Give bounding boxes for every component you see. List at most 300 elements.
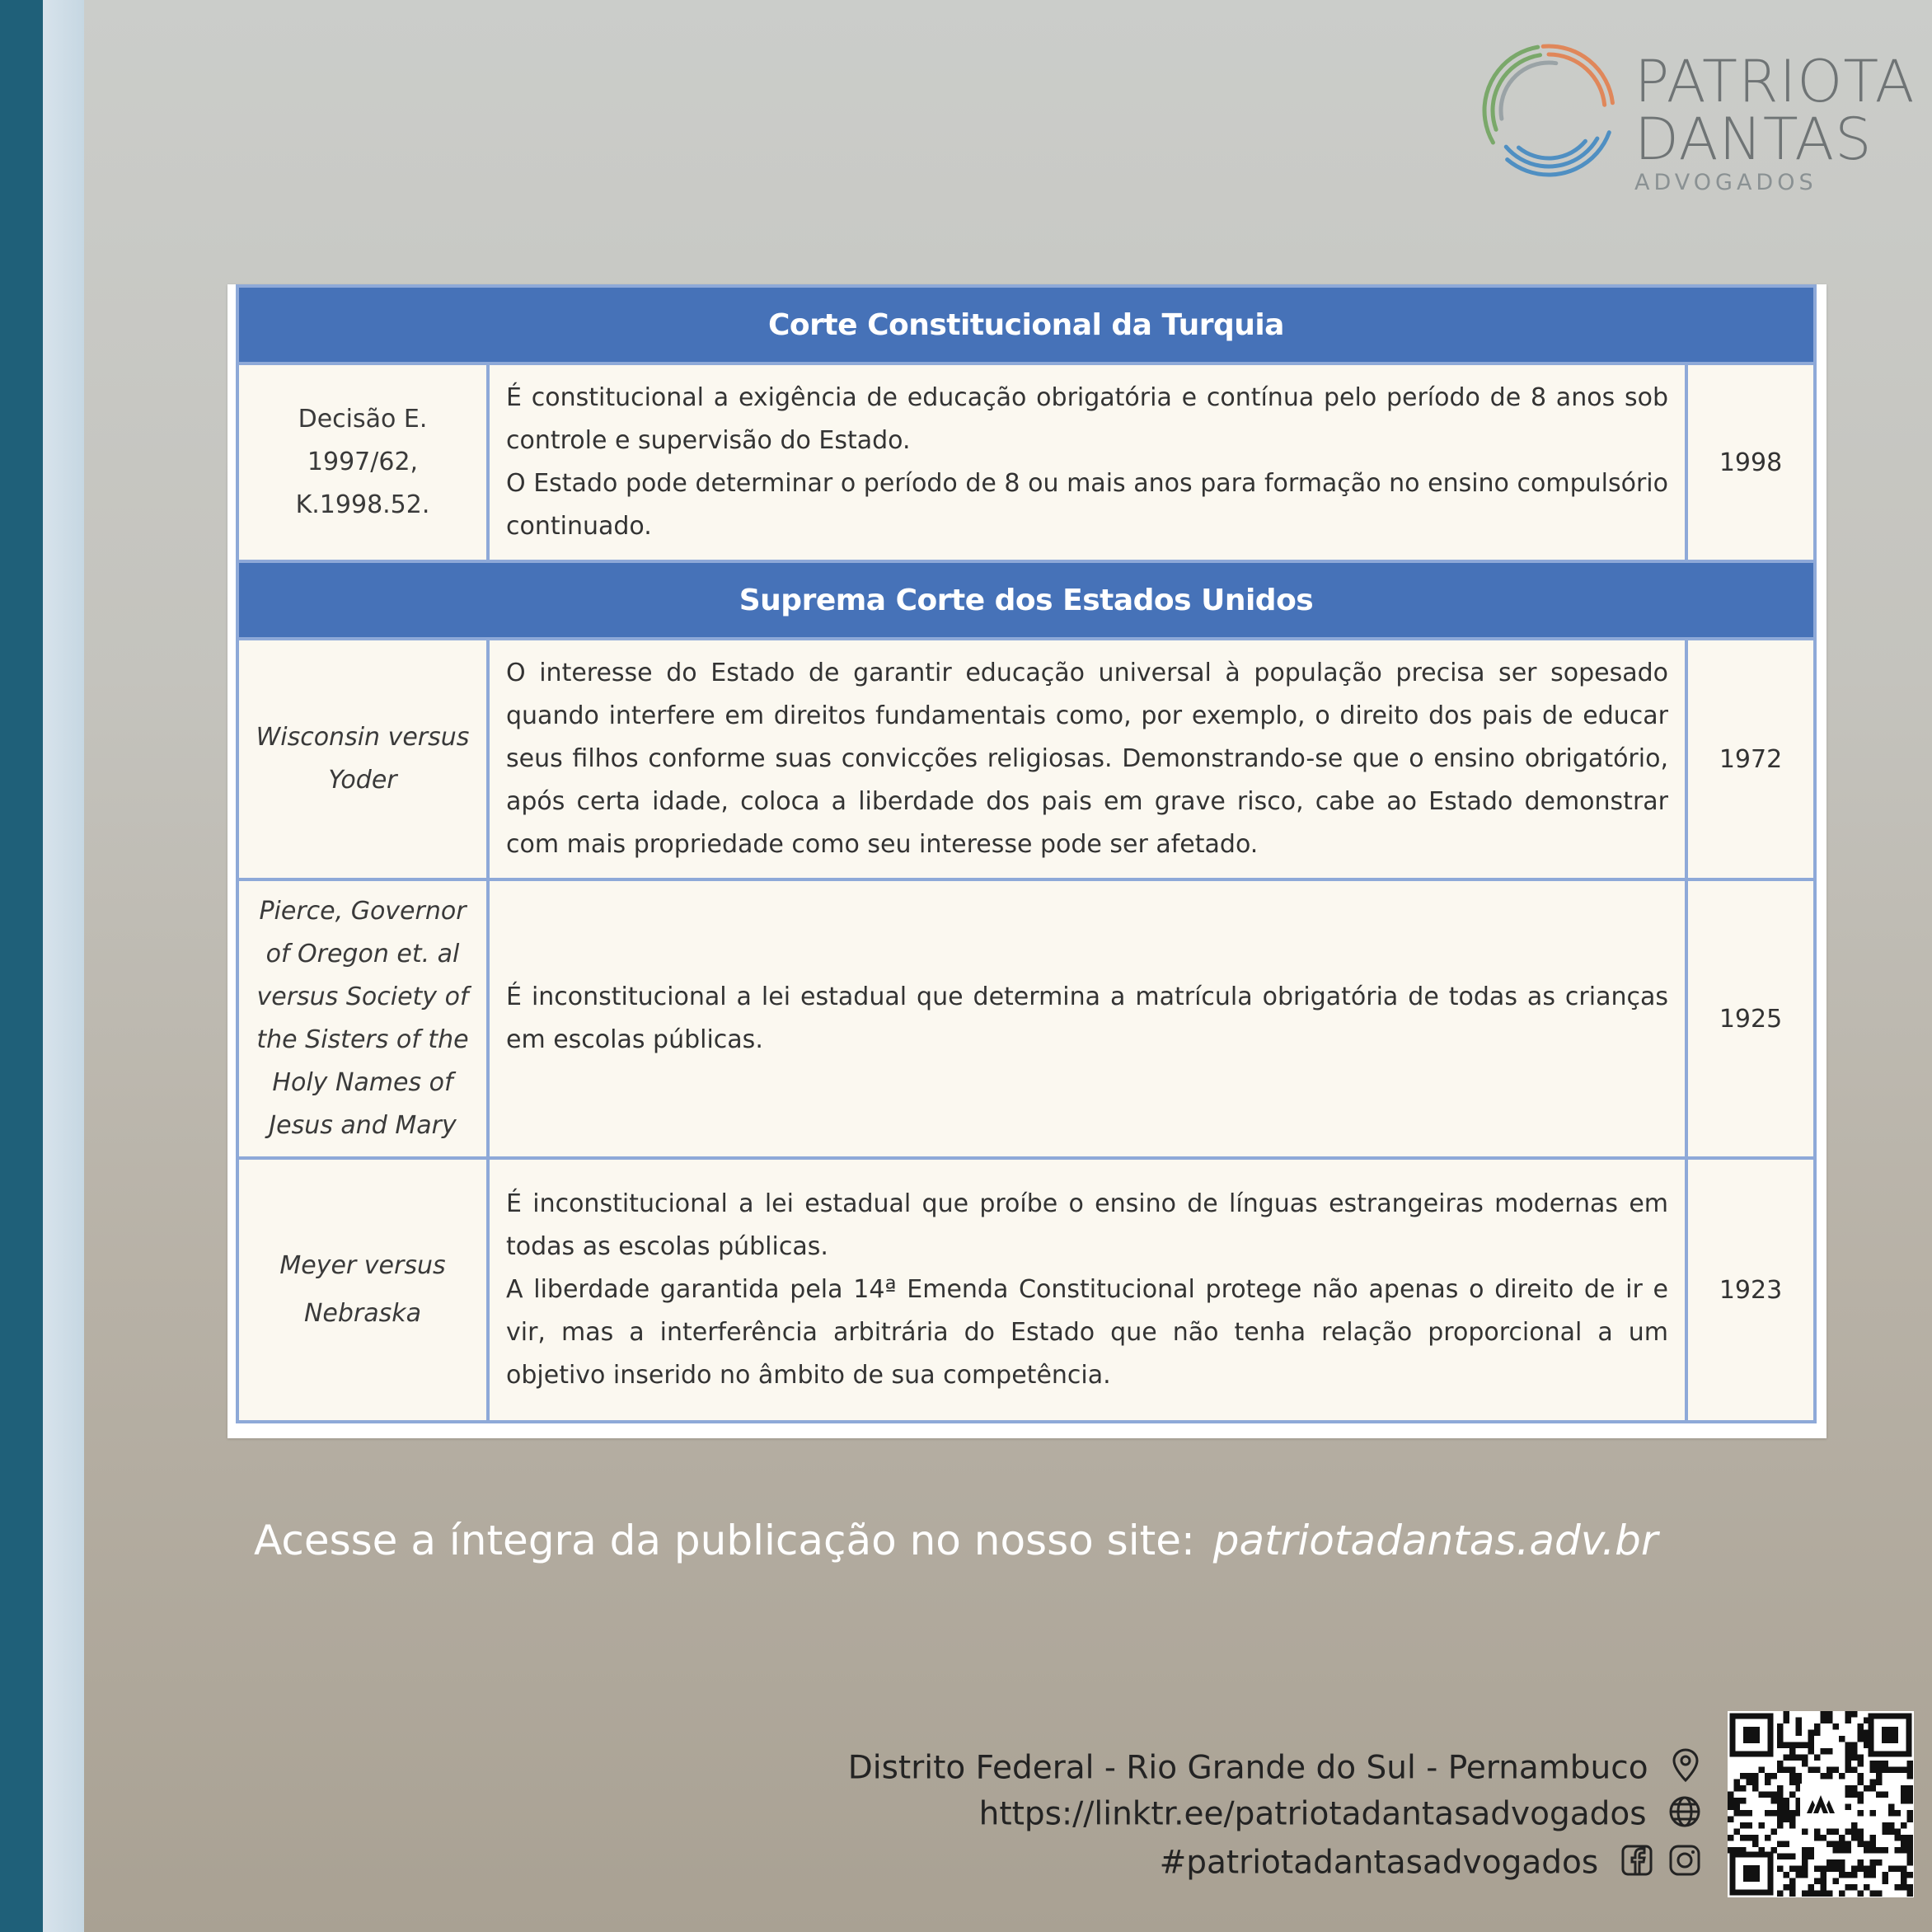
case-summary-text: É inconstitucional a lei estadual que proíbe o ensino de línguas estrangeiras modernas em todas as escolas públicas. A liberdade garantida pela 14ª Emenda Constitucional protege não apenas o direito de ir e vir, mas a interferência arbitrária do Estado que não tenha relação proporcional a um objetivo inserido no âmbito de sua competência. bbox=[506, 1189, 1668, 1390]
qr-module bbox=[1901, 1822, 1907, 1829]
qr-module bbox=[1821, 1866, 1827, 1873]
qr-module bbox=[1777, 1891, 1784, 1897]
qr-module bbox=[1833, 1767, 1840, 1774]
qr-module bbox=[1870, 1780, 1877, 1786]
qr-module bbox=[1839, 1859, 1845, 1866]
qr-module bbox=[1858, 1723, 1864, 1730]
linktree-line bbox=[979, 1795, 1701, 1836]
case-summary: O interesse do Estado de garantir educação universal à população precisa ser sopesado quando interfere em direitos fundamentais como, por exemplo, o direito dos pais de educar seus filhos conforme suas convicções religiosas. Demonstrando-se que o ensino obrigatório, após certa idade, coloca a liberdade dos pais em grave risco, cabe ao Estado demonstrar com mais propriedade como seu interesse pode ser afetado. bbox=[488, 639, 1686, 879]
qr-module bbox=[1789, 1780, 1796, 1786]
qr-module bbox=[1907, 1872, 1914, 1878]
qr-module bbox=[1777, 1761, 1784, 1767]
qr-module bbox=[1888, 1767, 1895, 1774]
qr-module bbox=[1814, 1723, 1821, 1730]
qr-module bbox=[1876, 1891, 1883, 1897]
qr-module bbox=[1864, 1841, 1870, 1848]
qr-module bbox=[1814, 1767, 1821, 1774]
office-locations bbox=[848, 1747, 1701, 1792]
qr-module bbox=[1826, 1767, 1833, 1774]
qr-module bbox=[1789, 1817, 1796, 1823]
qr-module bbox=[1851, 1748, 1858, 1755]
qr-module bbox=[1907, 1884, 1914, 1891]
case-summary-text: É constitucional a exigência de educação obrigatória e contínua pelo período de 8 anos sob controle e supervisão do Estado. O Estado pode determinar o período de 8 ou mais anos para formação no ensino compulsório continuado. bbox=[506, 383, 1668, 541]
qr-module bbox=[1883, 1878, 1889, 1885]
qr-module bbox=[1802, 1755, 1808, 1761]
qr-module bbox=[1789, 1810, 1796, 1817]
qr-module bbox=[1808, 1854, 1815, 1860]
qr-module bbox=[1740, 1798, 1747, 1804]
case-name: Decisão E. 1997/62, K.1998.52. bbox=[237, 363, 488, 561]
qr-module bbox=[1901, 1847, 1907, 1854]
qr-module bbox=[1789, 1891, 1796, 1897]
qr-module bbox=[1845, 1829, 1852, 1836]
qr-module bbox=[1870, 1866, 1877, 1873]
qr-module bbox=[1728, 1798, 1734, 1804]
qr-module bbox=[1839, 1736, 1845, 1742]
table-row bbox=[237, 879, 1815, 1158]
qr-module bbox=[1845, 1767, 1852, 1774]
qr-module bbox=[1839, 1773, 1845, 1780]
qr-module bbox=[1901, 1767, 1907, 1774]
qr-module bbox=[1777, 1822, 1784, 1829]
section-title: Suprema Corte dos Estados Unidos bbox=[237, 561, 1815, 639]
qr-module bbox=[1858, 1761, 1864, 1767]
brand-name-line3: ADVOGADOS bbox=[1634, 170, 1817, 195]
qr-module bbox=[1870, 1872, 1877, 1878]
qr-module bbox=[1796, 1742, 1803, 1749]
qr-module bbox=[1907, 1785, 1914, 1792]
qr-module bbox=[1833, 1723, 1840, 1730]
brand-name-line1: PATRIOTA bbox=[1634, 48, 1916, 115]
qr-module bbox=[1858, 1773, 1864, 1780]
qr-module bbox=[1833, 1841, 1840, 1848]
qr-module bbox=[1858, 1792, 1864, 1798]
qr-module bbox=[1826, 1711, 1833, 1718]
qr-module bbox=[1858, 1835, 1864, 1841]
qr-module bbox=[1734, 1798, 1741, 1804]
qr-module bbox=[1777, 1736, 1784, 1742]
qr-module bbox=[1784, 1767, 1790, 1774]
case-name: Pierce, Governor of Oregon et. al versus Society of the Sisters of the Holy Names of Jesus and Mary bbox=[237, 879, 488, 1158]
qr-module bbox=[1901, 1866, 1907, 1873]
qr-module bbox=[1784, 1711, 1790, 1718]
qr-module bbox=[1821, 1835, 1827, 1841]
callout-text: Acesse a íntegra da publicação no nosso site: bbox=[254, 1517, 1195, 1564]
qr-module bbox=[1851, 1792, 1858, 1798]
qr-module bbox=[1883, 1822, 1889, 1829]
qr-module bbox=[1784, 1755, 1790, 1761]
qr-module bbox=[1789, 1866, 1796, 1873]
case-summary bbox=[488, 1158, 1686, 1422]
qr-module bbox=[1901, 1835, 1907, 1841]
qr-module bbox=[1802, 1829, 1808, 1836]
qr-module bbox=[1808, 1884, 1815, 1891]
qr-module bbox=[1858, 1810, 1864, 1817]
qr-module bbox=[1777, 1798, 1784, 1804]
qr-module bbox=[1888, 1810, 1895, 1817]
qr-module bbox=[1814, 1755, 1821, 1761]
qr-module bbox=[1858, 1841, 1864, 1848]
qr-module bbox=[1851, 1822, 1858, 1829]
qr-module bbox=[1802, 1866, 1808, 1873]
qr-module bbox=[1895, 1767, 1902, 1774]
qr-module bbox=[1765, 1773, 1771, 1780]
qr-module bbox=[1888, 1866, 1895, 1873]
qr-module bbox=[1747, 1822, 1753, 1829]
qr-module bbox=[1802, 1859, 1808, 1866]
qr-module bbox=[1765, 1780, 1771, 1786]
qr-module bbox=[1870, 1785, 1877, 1792]
qr-code[interactable] bbox=[1728, 1711, 1914, 1897]
qr-module bbox=[1907, 1773, 1914, 1780]
qr-module bbox=[1808, 1767, 1815, 1774]
case-summary bbox=[488, 363, 1686, 561]
section-header-usa bbox=[237, 561, 1815, 639]
qr-module bbox=[1907, 1859, 1914, 1866]
qr-module bbox=[1858, 1730, 1864, 1737]
qr-module bbox=[1789, 1748, 1796, 1755]
website-callout bbox=[254, 1517, 1658, 1564]
qr-module bbox=[1734, 1804, 1741, 1811]
case-year: 1998 bbox=[1686, 363, 1815, 561]
qr-module bbox=[1771, 1798, 1778, 1804]
qr-module bbox=[1814, 1835, 1821, 1841]
qr-module bbox=[1759, 1767, 1766, 1774]
qr-module bbox=[1784, 1718, 1790, 1724]
qr-module bbox=[1808, 1748, 1815, 1755]
qr-module bbox=[1870, 1767, 1877, 1774]
qr-module bbox=[1907, 1841, 1914, 1848]
qr-module bbox=[1851, 1711, 1858, 1718]
qr-module bbox=[1802, 1742, 1808, 1749]
qr-module bbox=[1870, 1891, 1877, 1897]
qr-module bbox=[1784, 1817, 1790, 1823]
qr-module bbox=[1789, 1755, 1796, 1761]
qr-module bbox=[1839, 1872, 1845, 1878]
qr-module bbox=[1845, 1718, 1852, 1724]
qr-module bbox=[1789, 1878, 1796, 1885]
qr-module bbox=[1858, 1736, 1864, 1742]
qr-module bbox=[1777, 1742, 1784, 1749]
case-table-card bbox=[227, 284, 1826, 1438]
qr-module bbox=[1833, 1866, 1840, 1873]
qr-module bbox=[1845, 1884, 1852, 1891]
qr-module bbox=[1839, 1847, 1845, 1854]
qr-module bbox=[1888, 1829, 1895, 1836]
qr-module bbox=[1864, 1884, 1870, 1891]
qr-module bbox=[1784, 1884, 1790, 1891]
qr-module bbox=[1851, 1872, 1858, 1878]
qr-module bbox=[1883, 1847, 1889, 1854]
qr-module bbox=[1888, 1822, 1895, 1829]
qr-module bbox=[1876, 1792, 1883, 1798]
brand-logo bbox=[1479, 40, 1916, 195]
qr-module bbox=[1858, 1866, 1864, 1873]
qr-module bbox=[1784, 1804, 1790, 1811]
qr-module bbox=[1796, 1866, 1803, 1873]
qr-module bbox=[1752, 1785, 1759, 1792]
qr-module bbox=[1777, 1866, 1784, 1873]
instagram-icon[interactable] bbox=[1668, 1844, 1701, 1885]
qr-module bbox=[1734, 1810, 1741, 1817]
qr-module bbox=[1907, 1817, 1914, 1823]
qr-module bbox=[1870, 1761, 1877, 1767]
qr-module bbox=[1777, 1767, 1784, 1774]
qr-module bbox=[1789, 1884, 1796, 1891]
qr-module bbox=[1864, 1785, 1870, 1792]
qr-module bbox=[1747, 1780, 1753, 1786]
case-name: Wisconsin versus Yoder bbox=[237, 639, 488, 879]
qr-module bbox=[1895, 1829, 1902, 1836]
hashtag-text: #patriotadantasadvogados bbox=[1159, 1844, 1599, 1882]
qr-module bbox=[1740, 1785, 1747, 1792]
qr-module bbox=[1845, 1761, 1852, 1767]
qr-module bbox=[1845, 1804, 1852, 1811]
qr-module bbox=[1833, 1847, 1840, 1854]
qr-module bbox=[1907, 1835, 1914, 1841]
qr-module bbox=[1814, 1891, 1821, 1897]
qr-module bbox=[1833, 1829, 1840, 1836]
qr-module bbox=[1876, 1767, 1883, 1774]
qr-module bbox=[1907, 1767, 1914, 1774]
qr-module bbox=[1858, 1891, 1864, 1897]
qr-module bbox=[1826, 1748, 1833, 1755]
qr-module bbox=[1765, 1792, 1771, 1798]
qr-module bbox=[1777, 1841, 1784, 1848]
qr-module bbox=[1870, 1841, 1877, 1848]
case-year: 1923 bbox=[1686, 1158, 1815, 1422]
left-accent-stripe bbox=[0, 0, 43, 1932]
qr-module bbox=[1858, 1859, 1864, 1866]
qr-module bbox=[1851, 1835, 1858, 1841]
qr-module bbox=[1864, 1872, 1870, 1878]
qr-module bbox=[1826, 1866, 1833, 1873]
qr-module bbox=[1870, 1859, 1877, 1866]
qr-module bbox=[1808, 1847, 1815, 1854]
qr-module bbox=[1821, 1872, 1827, 1878]
qr-module bbox=[1845, 1847, 1852, 1854]
qr-module bbox=[1796, 1872, 1803, 1878]
qr-module bbox=[1851, 1755, 1858, 1761]
qr-module bbox=[1752, 1780, 1759, 1786]
qr-module bbox=[1833, 1859, 1840, 1866]
qr-code-image bbox=[1728, 1711, 1914, 1897]
table-row bbox=[237, 1158, 1815, 1422]
qr-module bbox=[1907, 1761, 1914, 1767]
qr-module bbox=[1907, 1798, 1914, 1804]
qr-module bbox=[1796, 1755, 1803, 1761]
qr-module bbox=[1747, 1773, 1753, 1780]
qr-module bbox=[1851, 1767, 1858, 1774]
qr-module bbox=[1839, 1891, 1845, 1897]
qr-module bbox=[1821, 1773, 1827, 1780]
qr-module bbox=[1777, 1730, 1784, 1737]
location-pin-icon bbox=[1670, 1747, 1701, 1792]
qr-module bbox=[1728, 1817, 1734, 1823]
qr-module bbox=[1759, 1792, 1766, 1798]
qr-module bbox=[1870, 1835, 1877, 1841]
qr-module bbox=[1734, 1829, 1741, 1836]
qr-module bbox=[1821, 1718, 1827, 1724]
left-light-stripe bbox=[43, 0, 84, 1932]
qr-module bbox=[1747, 1810, 1753, 1817]
qr-module bbox=[1777, 1804, 1784, 1811]
qr-module bbox=[1864, 1866, 1870, 1873]
brand-name-line2: DANTAS bbox=[1634, 106, 1873, 173]
qr-module bbox=[1826, 1718, 1833, 1724]
qr-module bbox=[1870, 1810, 1877, 1817]
qr-module bbox=[1765, 1835, 1771, 1841]
qr-module bbox=[1771, 1829, 1778, 1836]
qr-module bbox=[1789, 1742, 1796, 1749]
qr-module bbox=[1839, 1835, 1845, 1841]
qr-module bbox=[1784, 1854, 1790, 1860]
qr-module bbox=[1901, 1785, 1907, 1792]
qr-module bbox=[1858, 1755, 1864, 1761]
linktree-link[interactable]: https://linktr.ee/patriotadantasadvogados bbox=[978, 1795, 1647, 1833]
qr-module bbox=[1808, 1742, 1815, 1749]
qr-module bbox=[1814, 1829, 1821, 1836]
qr-module bbox=[1851, 1866, 1858, 1873]
qr-module bbox=[1789, 1773, 1796, 1780]
qr-module bbox=[1752, 1841, 1759, 1848]
case-table bbox=[236, 284, 1817, 1423]
qr-module bbox=[1747, 1835, 1753, 1841]
qr-module bbox=[1858, 1780, 1864, 1786]
qr-module bbox=[1895, 1884, 1902, 1891]
qr-module bbox=[1784, 1798, 1790, 1804]
qr-module bbox=[1777, 1723, 1784, 1730]
qr-module bbox=[1734, 1780, 1741, 1786]
qr-module bbox=[1895, 1866, 1902, 1873]
qr-module bbox=[1876, 1773, 1883, 1780]
qr-module bbox=[1901, 1878, 1907, 1885]
qr-module bbox=[1901, 1872, 1907, 1878]
qr-module bbox=[1784, 1841, 1790, 1848]
case-name: Meyer versus Nebraska bbox=[237, 1158, 488, 1422]
qr-module bbox=[1826, 1891, 1833, 1897]
qr-module bbox=[1883, 1829, 1889, 1836]
qr-module bbox=[1883, 1767, 1889, 1774]
qr-module bbox=[1826, 1829, 1833, 1836]
qr-module bbox=[1845, 1755, 1852, 1761]
qr-module bbox=[1777, 1792, 1784, 1798]
qr-module bbox=[1858, 1798, 1864, 1804]
qr-module bbox=[1802, 1854, 1808, 1860]
qr-module bbox=[1845, 1748, 1852, 1755]
qr-module bbox=[1876, 1847, 1883, 1854]
qr-module bbox=[1826, 1841, 1833, 1848]
qr-module bbox=[1821, 1891, 1827, 1897]
qr-module bbox=[1802, 1761, 1808, 1767]
qr-module bbox=[1814, 1730, 1821, 1737]
qr-module bbox=[1858, 1829, 1864, 1836]
qr-module bbox=[1752, 1773, 1759, 1780]
qr-module bbox=[1883, 1792, 1889, 1798]
qr-module bbox=[1802, 1872, 1808, 1878]
qr-module bbox=[1777, 1854, 1784, 1860]
qr-module bbox=[1789, 1792, 1796, 1798]
qr-module bbox=[1789, 1822, 1796, 1829]
qr-module bbox=[1864, 1847, 1870, 1854]
globe-icon bbox=[1668, 1795, 1701, 1836]
qr-module bbox=[1845, 1711, 1852, 1718]
qr-module bbox=[1796, 1723, 1803, 1730]
qr-module bbox=[1796, 1773, 1803, 1780]
qr-module bbox=[1789, 1767, 1796, 1774]
qr-module bbox=[1784, 1872, 1790, 1878]
qr-module bbox=[1771, 1773, 1778, 1780]
qr-module bbox=[1851, 1785, 1858, 1792]
qr-module bbox=[1901, 1798, 1907, 1804]
qr-module bbox=[1845, 1872, 1852, 1878]
qr-module bbox=[1771, 1810, 1778, 1817]
qr-module bbox=[1728, 1804, 1734, 1811]
qr-module bbox=[1802, 1891, 1808, 1897]
qr-module bbox=[1851, 1829, 1858, 1836]
table-row bbox=[237, 363, 1815, 561]
qr-module bbox=[1740, 1835, 1747, 1841]
qr-module bbox=[1851, 1884, 1858, 1891]
qr-module bbox=[1734, 1785, 1741, 1792]
facebook-icon[interactable] bbox=[1620, 1844, 1653, 1885]
qr-module bbox=[1888, 1804, 1895, 1811]
qr-module bbox=[1808, 1736, 1815, 1742]
qr-module bbox=[1796, 1718, 1803, 1724]
qr-module bbox=[1851, 1742, 1858, 1749]
qr-module bbox=[1845, 1841, 1852, 1848]
social-line bbox=[1160, 1844, 1701, 1885]
qr-module bbox=[1821, 1884, 1827, 1891]
logo-rings-icon bbox=[1479, 40, 1628, 188]
table-row bbox=[237, 639, 1815, 879]
qr-module bbox=[1907, 1891, 1914, 1897]
qr-module bbox=[1870, 1847, 1877, 1854]
qr-module bbox=[1845, 1785, 1852, 1792]
case-year: 1972 bbox=[1686, 639, 1815, 879]
qr-module bbox=[1808, 1891, 1815, 1897]
section-header-turkey bbox=[237, 286, 1815, 363]
qr-module bbox=[1895, 1835, 1902, 1841]
qr-module bbox=[1777, 1817, 1784, 1823]
qr-module bbox=[1759, 1822, 1766, 1829]
qr-module bbox=[1740, 1822, 1747, 1829]
qr-module bbox=[1777, 1810, 1784, 1817]
qr-module bbox=[1765, 1810, 1771, 1817]
qr-module bbox=[1752, 1835, 1759, 1841]
qr-module bbox=[1907, 1854, 1914, 1860]
qr-module bbox=[1895, 1810, 1902, 1817]
qr-module bbox=[1728, 1835, 1734, 1841]
qr-module bbox=[1814, 1878, 1821, 1885]
qr-module bbox=[1901, 1884, 1907, 1891]
website-link[interactable]: patriotadantas.adv.br bbox=[1212, 1517, 1658, 1564]
qr-module bbox=[1845, 1792, 1852, 1798]
qr-module bbox=[1789, 1854, 1796, 1860]
qr-module bbox=[1839, 1866, 1845, 1873]
qr-module bbox=[1901, 1841, 1907, 1848]
qr-module bbox=[1814, 1866, 1821, 1873]
qr-module bbox=[1901, 1792, 1907, 1798]
qr-module bbox=[1876, 1859, 1883, 1866]
qr-module bbox=[1907, 1847, 1914, 1854]
qr-module bbox=[1808, 1730, 1815, 1737]
qr-module bbox=[1833, 1878, 1840, 1885]
qr-module bbox=[1777, 1785, 1784, 1792]
qr-module bbox=[1784, 1742, 1790, 1749]
qr-module bbox=[1907, 1792, 1914, 1798]
qr-module bbox=[1740, 1773, 1747, 1780]
